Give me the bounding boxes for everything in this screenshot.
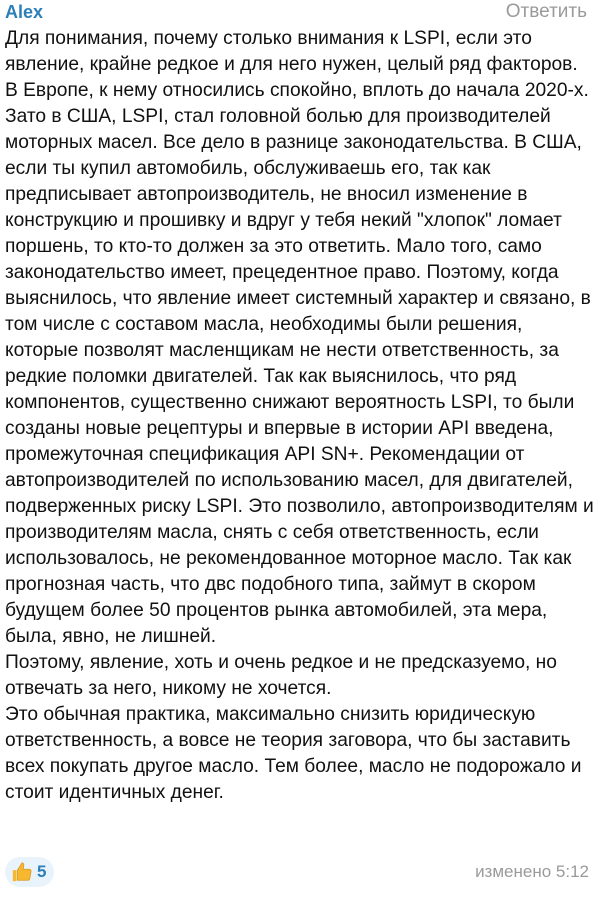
author-name[interactable]: Alex bbox=[5, 1, 44, 22]
thumbs-up-icon bbox=[11, 861, 33, 883]
message-text bbox=[5, 26, 595, 806]
reaction-button[interactable] bbox=[5, 857, 54, 887]
message-paragraph: В Европе, к нему относились спокойно, вплоть до начала 2020-х. Зато в США, LSPI, стал головной болью для производителей моторных масел. Все дело в разнице законодательства. В США, если ты купил автомобиль, обслуживаешь его, так как предписывает автопроизводитель, не вносил изменение в конструкцию и прошивку и вдруг у тебя некий "хлопок" ломает поршень, то кто-то должен за это ответить. Мало того, само законодательство имеет, прецедентное право. Поэтому, когда выяснилось, что явление имеет системный характер и связано, в том числе с составом масла, необходимы были решения, которые позволят масленщикам не нести ответственность, за редкие поломки двигателей. Так как выяснилось, что ряд компонентов, существенно снижают вероятность LSPI, то были созданы новые рецептуры и впервые в истории API введена, промежуточная спецификация API SN+. Рекомендации от автопроизводителей по использованию масел, для двигателей, подверженных риску LSPI. Это позволило, автопроизводителям и производителям масла, снять с себя ответственность, если использовалось, не рекомендованное моторное масло. Так как прогнозная часть, что двс подобного типа, займут в скором будущем более 50 процентов рынка автомобилей, эта мера, была, явно, не лишней. bbox=[5, 80, 594, 647]
reaction-count: 5 bbox=[37, 862, 47, 881]
message-footer bbox=[5, 856, 595, 888]
message-header bbox=[5, 0, 595, 24]
reply-button[interactable]: Ответить bbox=[505, 1, 587, 22]
message-paragraph: Это обычная практика, максимально снизить юридическую ответственность, а вовсе не теория заговора, что бы заставить всех покупать другое масло. Тем более, масло не подорожало и стоит идентичных денег. bbox=[5, 704, 582, 803]
edited-timestamp: изменено 5:12 bbox=[475, 862, 589, 881]
message-paragraph: Для понимания, почему столько внимания к LSPI, если это явление, крайне редкое и для него нужен, целый ряд факторов. bbox=[5, 28, 578, 75]
message-paragraph: Поэтому, явление, хоть и очень редкое и не предсказуемо, но отвечать за него, никому не хочется. bbox=[5, 652, 557, 699]
